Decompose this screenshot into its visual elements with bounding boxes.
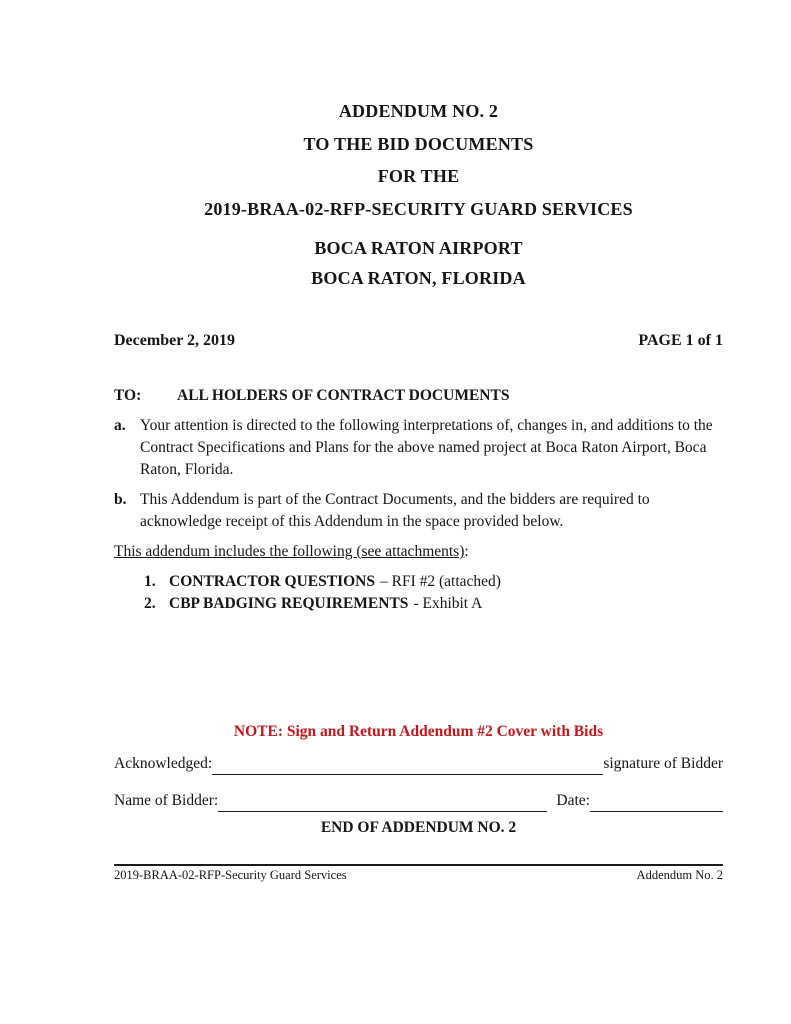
- acknowledged-signature-line: [212, 754, 603, 775]
- name-of-bidder-row: [114, 790, 723, 812]
- paragraph-a-label: a.: [114, 417, 126, 434]
- title-line-for-the: FOR THE: [377, 166, 460, 186]
- signature-caption: signature of Bidder: [603, 755, 723, 772]
- name-of-bidder-label: Name of Bidder:: [114, 792, 219, 809]
- meta-row: [114, 330, 723, 352]
- attachment-item-2: [144, 593, 723, 615]
- attachment-1-number: 1.: [144, 573, 156, 590]
- acknowledged-label: Acknowledged:: [114, 755, 213, 772]
- title-block: [114, 95, 723, 225]
- paragraph-b-text: This Addendum is part of the Contract Documents, and the bidders are required to acknowledge receipt of this Addendum in the space provided below.: [140, 491, 650, 530]
- includes-heading: [114, 541, 723, 563]
- footer-left-text: 2019-BRAA-02-RFP-Security Guard Services: [114, 868, 347, 882]
- attachment-1-detail: – RFI #2 (attached): [380, 573, 501, 590]
- acknowledged-row: [114, 753, 723, 775]
- footer-right-text: Addendum No. 2: [636, 868, 723, 882]
- includes-heading-colon: :: [464, 543, 469, 560]
- note-text: NOTE: Sign and Return Addendum #2 Cover with Bids: [233, 723, 604, 740]
- title-line-bid-documents: TO THE BID DOCUMENTS: [303, 133, 534, 154]
- name-of-bidder-line: [218, 791, 547, 812]
- to-label: TO:: [114, 387, 142, 404]
- attachment-item-1: [144, 571, 723, 593]
- location-block: [114, 233, 723, 293]
- paragraph-b-label: b.: [114, 491, 127, 508]
- includes-heading-text: This addendum includes the following (see attachments): [114, 543, 465, 560]
- page-footer: [114, 864, 723, 884]
- location-line-city: BOCA RATON, FLORIDA: [311, 268, 526, 288]
- to-value: ALL HOLDERS OF CONTRACT DOCUMENTS: [177, 387, 510, 404]
- location-line-airport: BOCA RATON AIRPORT: [314, 238, 523, 258]
- end-of-addendum-line: END OF ADDENDUM NO. 2: [320, 819, 517, 836]
- date-label: Date:: [556, 792, 590, 809]
- paragraph-a-text: Your attention is directed to the following interpretations of, changes in, and additions to the Contract Specifications and Plans for the above named project at Boca Raton Airport, Boca Raton, Florida.: [140, 417, 713, 478]
- paragraph-a: [114, 415, 723, 481]
- paragraph-b: [114, 489, 723, 533]
- page-number-label: PAGE 1 of 1: [638, 332, 723, 349]
- date-line: [590, 791, 723, 812]
- to-row: [114, 385, 723, 407]
- attachment-1-title: CONTRACTOR QUESTIONS: [169, 573, 375, 590]
- title-line-addendum: ADDENDUM NO. 2: [338, 101, 499, 121]
- title-line-project-number: 2019-BRAA-02-RFP-SECURITY GUARD SERVICES: [204, 198, 633, 219]
- attachment-2-number: 2.: [144, 595, 156, 612]
- attachment-2-title: CBP BADGING REQUIREMENTS: [169, 595, 409, 612]
- attachment-2-detail: - Exhibit A: [413, 595, 483, 612]
- document-date: December 2, 2019: [114, 332, 235, 349]
- note-row: [114, 721, 723, 743]
- attachment-list: [144, 571, 723, 615]
